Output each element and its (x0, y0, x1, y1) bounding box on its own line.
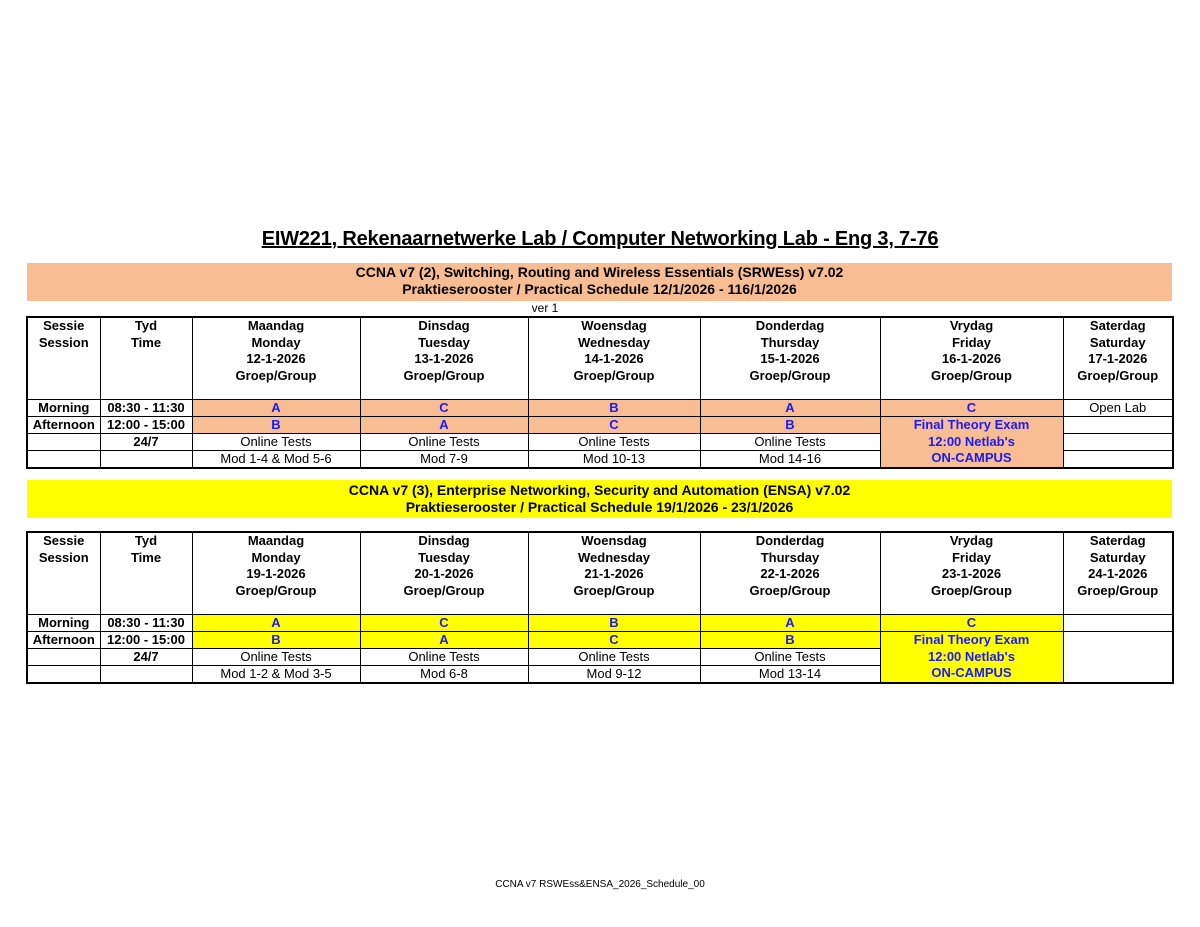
time-slot: 24/7 (100, 649, 192, 666)
day-header-saturday: Saterdag Saturday 24-1-2026 Groep/Group (1063, 532, 1173, 615)
group-cell: C (360, 400, 528, 417)
group-cell: C (880, 615, 1063, 632)
group-cell: C (360, 615, 528, 632)
schedule-2-banner (27, 480, 1172, 518)
session-label: Afternoon (27, 632, 100, 649)
time-header: Tyd Time (100, 532, 192, 615)
modules-cell: Mod 14-16 (700, 451, 880, 469)
online-tests-cell: Online Tests (528, 649, 700, 666)
schedule-2-date-range: Praktieserooster / Practical Schedule 19/1/2026 - 23/1/2026 (405, 499, 794, 515)
session-label: Morning (27, 615, 100, 632)
group-cell: A (360, 632, 528, 649)
empty-cell (27, 451, 100, 469)
empty-cell (1063, 434, 1173, 451)
version-label: ver 1 (531, 301, 559, 315)
modules-cell: Mod 6-8 (360, 666, 528, 684)
session-header: Sessie Session (27, 317, 100, 400)
day-header-saturday: Saterdag Saturday 17-1-2026 Groep/Group (1063, 317, 1173, 400)
page-footer: CCNA v7 RSWEss&ENSA_2026_Schedule_00 (495, 879, 705, 890)
time-slot: 08:30 - 11:30 (100, 615, 192, 632)
session-header: Sessie Session (27, 532, 100, 615)
empty-cell (1063, 615, 1173, 632)
schedule-1-banner (27, 263, 1172, 301)
group-cell: B (192, 417, 360, 434)
session-label: Afternoon (27, 417, 100, 434)
online-tests-cell: Online Tests (700, 649, 880, 666)
empty-cell (100, 666, 192, 684)
schedule-2-header-row (27, 532, 1173, 615)
schedule-2-course-title: CCNA v7 (3), Enterprise Networking, Security and Automation (ENSA) v7.02 (348, 482, 851, 498)
day-header-wednesday: Woensdag Wednesday 21-1-2026 Groep/Group (528, 532, 700, 615)
online-tests-cell: Online Tests (360, 649, 528, 666)
schedule-1-course-title: CCNA v7 (2), Switching, Routing and Wireless Essentials (SRWEss) v7.02 (355, 264, 844, 280)
session-label: Morning (27, 400, 100, 417)
day-header-tuesday: Dinsdag Tuesday 13-1-2026 Groep/Group (360, 317, 528, 400)
empty-cell (27, 666, 100, 684)
online-tests-cell: Online Tests (700, 434, 880, 451)
group-cell: A (360, 417, 528, 434)
group-cell: A (700, 615, 880, 632)
document-title: EIW221, Rekenaarnetwerke Lab / Computer Networking Lab - Eng 3, 7-76 (261, 228, 939, 250)
group-cell: B (528, 615, 700, 632)
day-header-friday: Vrydag Friday 16-1-2026 Groep/Group (880, 317, 1063, 400)
online-tests-cell: Online Tests (192, 649, 360, 666)
modules-cell: Mod 1-2 & Mod 3-5 (192, 666, 360, 684)
morning-row (27, 615, 1173, 632)
empty-cell (1063, 632, 1173, 684)
schedule-1-table (26, 316, 1174, 469)
day-header-monday: Maandag Monday 19-1-2026 Groep/Group (192, 532, 360, 615)
group-cell: C (528, 417, 700, 434)
group-cell: B (528, 400, 700, 417)
open-lab-cell: Open Lab (1063, 400, 1173, 417)
group-cell: A (700, 400, 880, 417)
group-cell: C (880, 400, 1063, 417)
group-cell: C (528, 632, 700, 649)
online-tests-cell: Online Tests (528, 434, 700, 451)
online-tests-cell: Online Tests (360, 434, 528, 451)
empty-cell (27, 649, 100, 666)
group-cell: B (700, 417, 880, 434)
day-header-thursday: Donderdag Thursday 15-1-2026 Groep/Group (700, 317, 880, 400)
time-slot: 08:30 - 11:30 (100, 400, 192, 417)
modules-cell: Mod 13-14 (700, 666, 880, 684)
afternoon-row (27, 632, 1173, 649)
modules-cell: Mod 1-4 & Mod 5-6 (192, 451, 360, 469)
group-cell: B (192, 632, 360, 649)
time-slot: 24/7 (100, 434, 192, 451)
online-tests-cell: Online Tests (192, 434, 360, 451)
empty-cell (27, 434, 100, 451)
final-exam-cell: Final Theory Exam 12:00 Netlab's ON-CAMPUS (880, 632, 1063, 684)
group-cell: A (192, 615, 360, 632)
empty-cell (1063, 417, 1173, 434)
afternoon-row (27, 417, 1173, 434)
time-header: Tyd Time (100, 317, 192, 400)
day-header-thursday: Donderdag Thursday 22-1-2026 Groep/Group (700, 532, 880, 615)
group-cell: A (192, 400, 360, 417)
modules-cell: Mod 10-13 (528, 451, 700, 469)
modules-cell: Mod 9-12 (528, 666, 700, 684)
day-header-wednesday: Woensdag Wednesday 14-1-2026 Groep/Group (528, 317, 700, 400)
empty-cell (1063, 451, 1173, 469)
modules-cell: Mod 7-9 (360, 451, 528, 469)
schedule-1-date-range: Praktieserooster / Practical Schedule 12/1/2026 - 116/1/2026 (402, 281, 797, 297)
day-header-monday: Maandag Monday 12-1-2026 Groep/Group (192, 317, 360, 400)
schedule-2-table (26, 531, 1174, 684)
schedule-1-header-row (27, 317, 1173, 400)
group-cell: B (700, 632, 880, 649)
empty-cell (100, 451, 192, 469)
day-header-tuesday: Dinsdag Tuesday 20-1-2026 Groep/Group (360, 532, 528, 615)
day-header-friday: Vrydag Friday 23-1-2026 Groep/Group (880, 532, 1063, 615)
time-slot: 12:00 - 15:00 (100, 632, 192, 649)
morning-row (27, 400, 1173, 417)
time-slot: 12:00 - 15:00 (100, 417, 192, 434)
final-exam-cell: Final Theory Exam 12:00 Netlab's ON-CAMPUS (880, 417, 1063, 469)
